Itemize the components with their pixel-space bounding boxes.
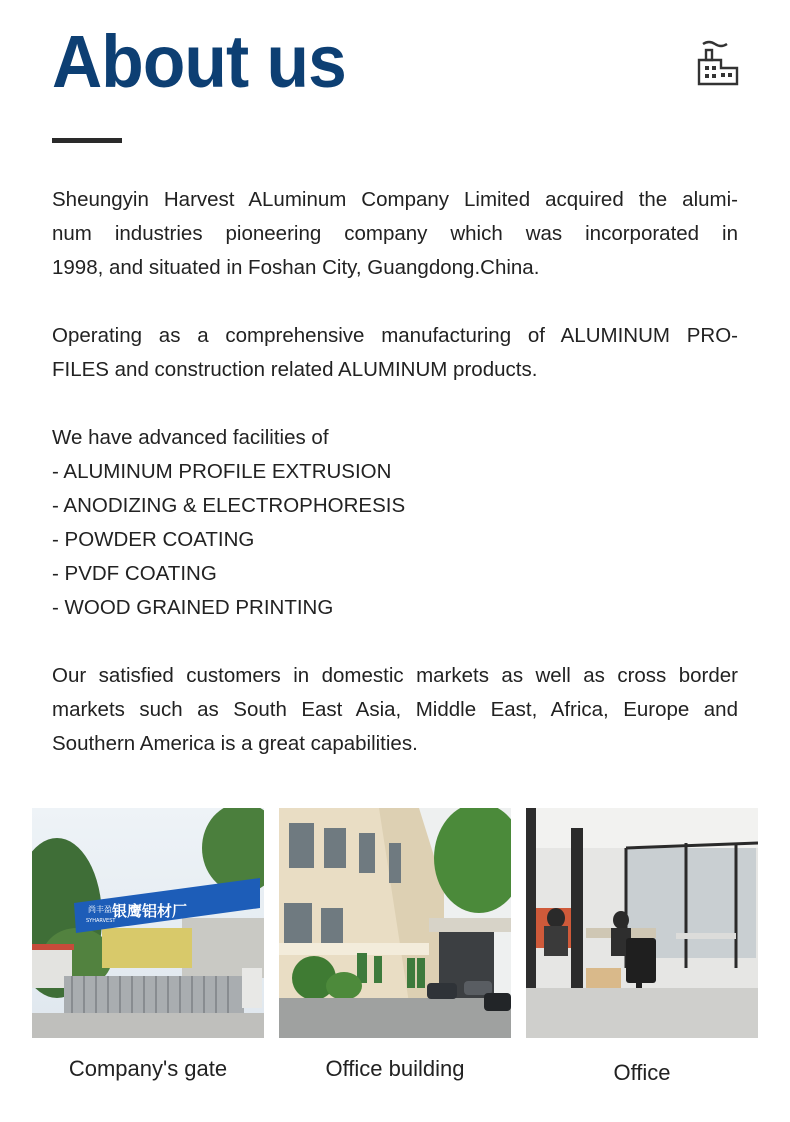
gate-sign-chinese: 银鹰铝材厂	[112, 902, 188, 920]
office-photo	[526, 808, 758, 1038]
office-building-photo	[279, 808, 511, 1038]
gate-sign-brand-en: SYHARVEST	[86, 918, 116, 924]
facilities-heading: We have advanced facilities of	[52, 426, 329, 449]
operating-line: FILES and construction related ALUMINUM products.	[52, 358, 538, 381]
facility-item: - ALUMINUM PROFILE EXTRUSION	[52, 460, 392, 483]
title-divider	[52, 138, 122, 143]
intro-line: num industries pioneering company which was incorporated in	[52, 222, 738, 245]
customers-line: Our satisfied customers in domestic markets as well as cross border	[52, 664, 738, 687]
intro-paragraph	[52, 183, 738, 285]
intro-line: Sheungyin Harvest ALuminum Company Limited acquired the alumi-	[52, 188, 738, 211]
factory-icon	[697, 40, 739, 86]
office-caption: Office	[613, 1060, 671, 1085]
gate-sign-brand: 尚丰盈	[88, 905, 112, 914]
office-building-caption: Office building	[325, 1056, 465, 1081]
facilities-section	[52, 421, 738, 625]
customers-line: markets such as South East Asia, Middle East, Africa, Europe and	[52, 698, 738, 721]
page-title: About us	[52, 20, 346, 103]
company-gate-photo	[32, 808, 264, 1038]
company-gate-caption: Company's gate	[68, 1056, 228, 1081]
operating-paragraph	[52, 319, 738, 387]
operating-line: Operating as a comprehensive manufacturing of ALUMINUM PRO-	[52, 324, 738, 347]
facility-item: - ANODIZING & ELECTROPHORESIS	[52, 494, 406, 517]
facility-item: - POWDER COATING	[52, 528, 255, 551]
facility-item: - WOOD GRAINED PRINTING	[52, 596, 334, 619]
customers-line: Southern America is a great capabilities.	[52, 732, 418, 755]
facility-item: - PVDF COATING	[52, 562, 217, 585]
customers-paragraph	[52, 659, 738, 761]
intro-line: 1998, and situated in Foshan City, Guangdong.China.	[52, 256, 540, 279]
